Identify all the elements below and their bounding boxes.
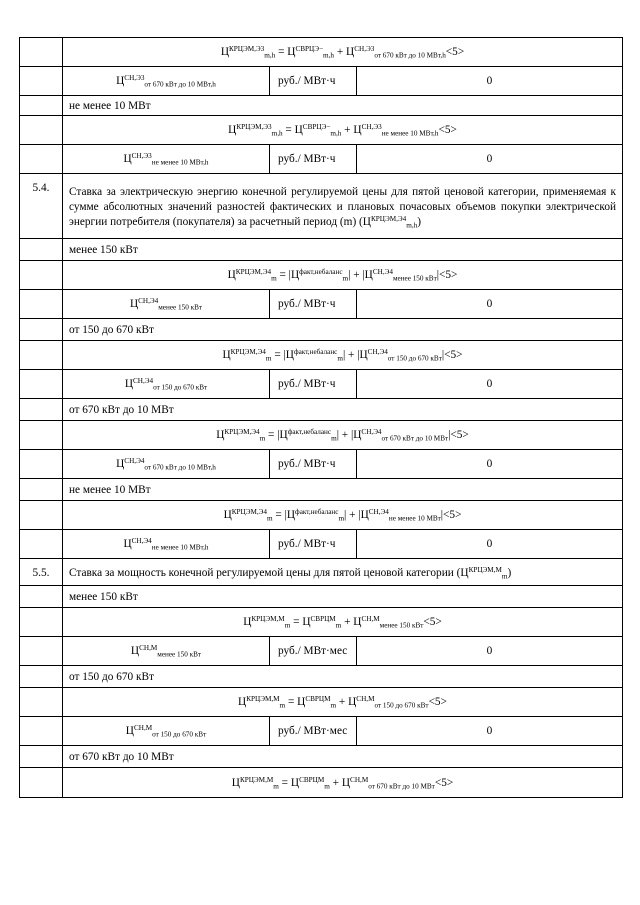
section-number-cell: [20, 261, 63, 290]
rate-unit: руб./ МВт·ч: [270, 67, 357, 96]
rate-unit: руб./ МВт·ч: [270, 370, 357, 399]
formula-operator: | + |: [336, 429, 354, 441]
symbol-subscript: m: [501, 572, 508, 581]
symbol-base: Ц: [364, 269, 373, 281]
symbol-subscript: m: [338, 514, 345, 523]
table-row: [20, 399, 623, 421]
symbol-subscript: менее 150 кВт: [158, 303, 203, 312]
price-symbol: [297, 696, 336, 708]
section-number-cell: [20, 666, 63, 688]
section-number-cell: [20, 38, 63, 67]
symbol-superscript: СН,Э4: [367, 348, 388, 357]
symbol-base: Ц: [302, 616, 311, 628]
price-symbol: [280, 429, 337, 441]
symbol-superscript: СН,Э3: [354, 45, 375, 54]
table-row: [20, 261, 623, 290]
symbol-subscript: не менее 10 МВт: [388, 514, 441, 523]
symbol-base: Ц: [297, 696, 306, 708]
formula-cell: [63, 608, 623, 637]
price-symbol: [228, 124, 282, 136]
symbol-subscript: от 150 до 670 кВт: [152, 730, 207, 739]
symbol-superscript: факт,небаланс: [299, 268, 343, 277]
symbol-subscript: от 670 кВт до 10 МВт,h: [144, 80, 216, 89]
category-label: от 150 до 670 кВт: [63, 666, 623, 688]
symbol-superscript: СН,Э4: [372, 268, 393, 277]
rate-unit: руб./ МВт·мес: [270, 637, 357, 666]
table-row: [20, 239, 623, 261]
symbol-superscript: СН,Э4: [138, 297, 159, 306]
symbol-superscript: СН,Э4: [124, 457, 145, 466]
formula: [228, 269, 458, 281]
price-symbol: [348, 696, 428, 708]
price-symbol: [222, 349, 271, 361]
symbol-subscript: от 670 кВт до 10 МВт,h: [144, 463, 216, 472]
table-row: [20, 319, 623, 341]
price-symbol: [353, 124, 438, 136]
symbol-subscript: m,h: [330, 129, 342, 138]
symbol-base: Ц: [123, 538, 132, 550]
formula-operator: +: [341, 124, 354, 136]
symbol-superscript: СН,Э4: [361, 428, 382, 437]
section-number-cell: [20, 479, 63, 501]
symbol-subscript: не менее 10 МВт,h: [151, 543, 209, 552]
section-number-cell: [20, 399, 63, 421]
symbol-subscript: m: [265, 354, 272, 363]
table-row: [20, 666, 623, 688]
price-symbol: [287, 46, 334, 58]
price-symbol: [126, 725, 206, 737]
price-symbol: [287, 509, 344, 521]
formula: [363, 216, 421, 228]
symbol-superscript: СН,М: [361, 615, 380, 624]
price-symbol: [221, 46, 275, 58]
formula: [238, 696, 447, 708]
formula-operator: <5>: [445, 46, 465, 58]
section-number-cell: [20, 768, 63, 798]
formula: [232, 777, 453, 789]
formula-operator: |<5>: [441, 349, 463, 361]
symbol-subscript: m,h: [323, 51, 335, 60]
rate-value: 0: [357, 717, 623, 746]
formula-operator: =: [290, 616, 303, 628]
table-row: [20, 479, 623, 501]
category-label: от 670 кВт до 10 МВт: [63, 399, 623, 421]
rate-value: 0: [357, 450, 623, 479]
symbol-subscript: не менее 10 МВт,h: [381, 129, 439, 138]
formula-operator: = |: [271, 349, 286, 361]
table-row: [20, 608, 623, 637]
symbol-base: Ц: [286, 509, 296, 521]
symbol-superscript: СН,Э4: [368, 508, 389, 517]
formula-operator: =: [275, 46, 288, 58]
symbol-superscript: КРЦЭМ,М: [246, 695, 280, 704]
tariff-table: [19, 37, 623, 798]
table-row: [20, 174, 623, 239]
symbol-subscript: не менее 10 МВт,h: [151, 158, 209, 167]
price-symbol: [365, 269, 437, 281]
symbol-subscript: m: [284, 621, 291, 630]
symbol-subscript: m: [331, 434, 337, 443]
formula-operator: = |: [276, 269, 291, 281]
price-symbol: [243, 616, 290, 628]
symbol-base: Ц: [360, 509, 369, 521]
symbol-subscript: m: [337, 354, 343, 363]
symbol-subscript: m: [259, 434, 266, 443]
symbol-subscript: менее 150 кВт: [392, 274, 437, 283]
price-symbol: [346, 46, 446, 58]
symbol-base: Ц: [216, 429, 225, 441]
symbol-superscript: КРЦЭМ,Э3: [229, 45, 265, 54]
symbol-superscript: КРЦЭМ,М: [468, 565, 502, 574]
price-symbol: [302, 616, 341, 628]
formula-operator: <5>: [428, 696, 447, 708]
symbol-superscript: КРЦЭМ,М: [251, 615, 285, 624]
formula: [243, 616, 442, 628]
symbol-base: Ц: [243, 616, 252, 628]
section-text: Ставка за мощность конечной регулируемой цены для пятой ценовой категории (: [69, 566, 461, 579]
formula: [224, 509, 462, 521]
rate-value: 0: [357, 370, 623, 399]
symbol-superscript: СН,М: [356, 695, 375, 704]
formula-operator: |<5>: [436, 269, 458, 281]
symbol-base: Ц: [279, 429, 288, 441]
section-number: 5.4.: [20, 174, 63, 239]
symbol-subscript: m: [335, 621, 342, 630]
price-symbol: [363, 216, 417, 228]
symbol-subscript: m,h: [271, 129, 283, 138]
price-symbol: [238, 696, 285, 708]
rate-symbol-cell: [63, 67, 270, 96]
symbol-subscript: менее 150 кВт: [379, 621, 424, 630]
formula-operator: <5>: [438, 124, 457, 136]
formula: [222, 349, 462, 361]
formula-cell: [63, 341, 623, 370]
price-symbol: [353, 429, 448, 441]
formula-operator: |<5>: [448, 429, 469, 441]
rate-symbol-cell: [63, 530, 270, 559]
rate-unit: руб./ МВт·мес: [270, 717, 357, 746]
formula-operator: ): [507, 566, 512, 579]
symbol-subscript: m: [342, 274, 349, 283]
price-symbol: [131, 645, 201, 657]
symbol-superscript: СН,Э3: [131, 152, 152, 161]
symbol-superscript: СН,М: [139, 644, 158, 653]
symbol-base: Ц: [353, 616, 362, 628]
symbol-superscript: факт,небаланс: [287, 428, 332, 437]
formula-cell: [63, 421, 623, 450]
symbol-subscript: от 670 кВт до 10 МВт: [368, 782, 435, 791]
rate-symbol-cell: [63, 637, 270, 666]
symbol-base: Ц: [228, 124, 237, 136]
price-symbol: [224, 509, 273, 521]
section-description: [63, 559, 623, 586]
symbol-base: Ц: [290, 269, 300, 281]
section-number-cell: [20, 67, 63, 96]
rate-value: 0: [357, 145, 623, 174]
section-number-cell: [20, 96, 63, 116]
formula-operator: =: [285, 696, 298, 708]
rate-symbol-cell: [63, 370, 270, 399]
symbol-superscript: СВРЦМ: [310, 615, 336, 624]
symbol-subscript: m: [271, 274, 277, 283]
price-symbol: [291, 269, 348, 281]
section-number-cell: [20, 717, 63, 746]
table-row: [20, 67, 623, 96]
symbol-superscript: факт,небаланс: [295, 508, 339, 517]
section-number-cell: [20, 501, 63, 530]
category-label: от 150 до 670 кВт: [63, 319, 623, 341]
price-symbol: [361, 509, 441, 521]
symbol-base: Ц: [116, 75, 125, 87]
section-number-cell: [20, 746, 63, 768]
formula-operator: <5>: [423, 616, 442, 628]
symbol-base: Ц: [353, 124, 362, 136]
price-symbol: [216, 429, 265, 441]
formula-operator: +: [336, 696, 349, 708]
price-symbol: [116, 75, 216, 87]
table-row: [20, 421, 623, 450]
table-row: [20, 717, 623, 746]
symbol-superscript: КРЦЭМ,Э4: [231, 508, 267, 517]
symbol-superscript: КРЦЭМ,Э3: [236, 123, 272, 132]
symbol-base: Ц: [460, 566, 469, 579]
symbol-subscript: m: [330, 701, 337, 710]
rate-value: 0: [357, 637, 623, 666]
table-row: [20, 530, 623, 559]
price-symbol: [125, 378, 207, 390]
category-label: не менее 10 МВт: [63, 479, 623, 501]
symbol-base: Ц: [223, 509, 232, 521]
formula-operator: +: [341, 616, 354, 628]
formula-operator: ): [417, 215, 421, 228]
section-number-cell: [20, 688, 63, 717]
table-row: [20, 768, 623, 798]
symbol-subscript: от 150 до 670 кВт: [387, 354, 442, 363]
section-text: Ставка за электрическую энергию конечной регулируемой цены для пятой ценовой категории, применяемая к сумме абсолютных значений разностей фактических и плановых почасовых объемов покупки электрической энергии потребителя (покупателя) за расчетный период (m) (: [69, 185, 617, 228]
symbol-base: Ц: [124, 378, 133, 390]
section-number-cell: [20, 319, 63, 341]
symbol-base: Ц: [285, 349, 294, 361]
symbol-superscript: КРЦЭМ,Э4: [224, 428, 260, 437]
price-symbol: [291, 777, 330, 789]
symbol-base: Ц: [123, 153, 132, 165]
formula-operator: | + |: [348, 269, 365, 281]
rate-value: 0: [357, 530, 623, 559]
symbol-base: Ц: [287, 46, 296, 58]
rate-symbol-cell: [63, 145, 270, 174]
symbol-base: Ц: [341, 776, 351, 789]
formula-operator: =: [282, 124, 295, 136]
price-symbol: [353, 616, 423, 628]
formula-operator: =: [278, 776, 291, 789]
formula-operator: = |: [272, 509, 287, 521]
table-row: [20, 586, 623, 608]
formula-operator: <5>: [434, 776, 454, 789]
symbol-superscript: СН,М: [350, 775, 369, 784]
formula: [228, 124, 457, 136]
formula-operator: | + |: [344, 509, 361, 521]
symbol-subscript: m: [267, 514, 273, 523]
price-symbol: [232, 777, 279, 789]
symbol-superscript: СН,Э3: [124, 74, 145, 83]
section-number-cell: [20, 450, 63, 479]
price-symbol: [295, 124, 342, 136]
formula-operator: +: [329, 776, 342, 789]
symbol-base: Ц: [238, 696, 247, 708]
rate-symbol-cell: [63, 290, 270, 319]
category-label: не менее 10 МВт: [63, 96, 623, 116]
symbol-superscript: КРЦЭМ,Э4: [370, 214, 407, 223]
symbol-base: Ц: [129, 298, 139, 310]
table-row: [20, 559, 623, 586]
table-row: [20, 145, 623, 174]
symbol-base: Ц: [346, 46, 355, 58]
symbol-superscript: СН,М: [133, 724, 153, 733]
formula-operator: = |: [265, 429, 280, 441]
symbol-base: Ц: [294, 124, 303, 136]
section-number-cell: [20, 145, 63, 174]
symbol-superscript: СН,Э4: [132, 377, 154, 386]
price-symbol: [286, 349, 343, 361]
symbol-subscript: m: [273, 782, 279, 791]
formula-operator: +: [334, 46, 347, 58]
symbol-superscript: КРЦЭМ,Э4: [230, 348, 266, 357]
section-number-cell: [20, 370, 63, 399]
section-description: [63, 174, 623, 239]
symbol-subscript: от 670 кВт до 10 МВт: [381, 434, 449, 443]
symbol-base: Ц: [231, 776, 240, 789]
price-symbol: [116, 458, 216, 470]
table-row: [20, 341, 623, 370]
symbol-base: Ц: [220, 46, 229, 58]
symbol-superscript: СВРЦМ: [299, 775, 325, 784]
formula-cell: [63, 501, 623, 530]
section-number-cell: [20, 530, 63, 559]
formula-operator: |<5>: [440, 509, 462, 521]
rate-unit: руб./ МВт·ч: [270, 290, 357, 319]
price-symbol: [342, 777, 435, 789]
symbol-base: Ц: [353, 429, 362, 441]
category-label: от 670 кВт до 10 МВт: [63, 746, 623, 768]
symbol-base: Ц: [290, 776, 300, 789]
section-number-cell: [20, 421, 63, 450]
symbol-subscript: от 670 кВт до 10 МВт,h: [374, 51, 446, 60]
section-number-cell: [20, 608, 63, 637]
symbol-base: Ц: [222, 349, 231, 361]
price-symbol: [228, 269, 277, 281]
section-number-cell: [20, 116, 63, 145]
rate-symbol-cell: [63, 450, 270, 479]
rate-unit: руб./ МВт·ч: [270, 530, 357, 559]
table-row: [20, 96, 623, 116]
symbol-base: Ц: [125, 725, 134, 737]
symbol-subscript: m: [279, 701, 286, 710]
formula-cell: [63, 116, 623, 145]
formula-cell: [63, 688, 623, 717]
section-number-cell: [20, 586, 63, 608]
symbol-subscript: m,h: [406, 221, 418, 230]
rate-unit: руб./ МВт·ч: [270, 145, 357, 174]
symbol-superscript: СН,Э4: [131, 537, 152, 546]
symbol-base: Ц: [227, 269, 236, 281]
symbol-superscript: СВРЦМ: [305, 695, 331, 704]
symbol-base: Ц: [362, 215, 371, 228]
table-row: [20, 637, 623, 666]
formula-cell: [63, 261, 623, 290]
table-row: [20, 370, 623, 399]
symbol-superscript: СН,Э3: [361, 123, 382, 132]
symbol-subscript: m,h: [264, 51, 276, 60]
symbol-base: Ц: [359, 349, 368, 361]
rate-unit: руб./ МВт·ч: [270, 450, 357, 479]
symbol-superscript: КРЦЭМ,М: [239, 775, 274, 784]
price-symbol: [130, 298, 202, 310]
symbol-subscript: m: [324, 782, 330, 791]
price-symbol: [123, 538, 208, 550]
symbol-superscript: КРЦЭМ,Э4: [235, 268, 272, 277]
formula: [460, 567, 511, 579]
symbol-subscript: от 150 до 670 кВт: [153, 383, 208, 392]
formula: [216, 429, 469, 441]
table-row: [20, 116, 623, 145]
symbol-superscript: СВРЦЭ−: [302, 123, 331, 132]
symbol-base: Ц: [130, 645, 140, 657]
rate-value: 0: [357, 67, 623, 96]
table-row: [20, 688, 623, 717]
table-row: [20, 746, 623, 768]
formula-cell: [63, 768, 623, 798]
table-row: [20, 38, 623, 67]
formula-cell: [63, 38, 623, 67]
symbol-superscript: СВРЦЭ−: [295, 45, 324, 54]
section-number-cell: [20, 290, 63, 319]
table-row: [20, 290, 623, 319]
symbol-base: Ц: [348, 696, 357, 708]
formula-operator: | + |: [342, 349, 360, 361]
rate-value: 0: [357, 290, 623, 319]
price-symbol: [460, 567, 507, 579]
formula: [221, 46, 464, 58]
section-number-cell: [20, 341, 63, 370]
symbol-subscript: от 150 до 670 кВт: [374, 701, 429, 710]
price-symbol: [360, 349, 442, 361]
table-row: [20, 450, 623, 479]
price-symbol: [123, 153, 208, 165]
table-row: [20, 501, 623, 530]
category-label: менее 150 кВт: [63, 586, 623, 608]
symbol-subscript: менее 150 кВт: [157, 650, 202, 659]
section-number-cell: [20, 637, 63, 666]
section-number-cell: [20, 239, 63, 261]
symbol-superscript: факт,небаланс: [293, 348, 338, 357]
section-number: 5.5.: [20, 559, 63, 586]
rate-symbol-cell: [63, 717, 270, 746]
category-label: менее 150 кВт: [63, 239, 623, 261]
symbol-base: Ц: [116, 458, 125, 470]
